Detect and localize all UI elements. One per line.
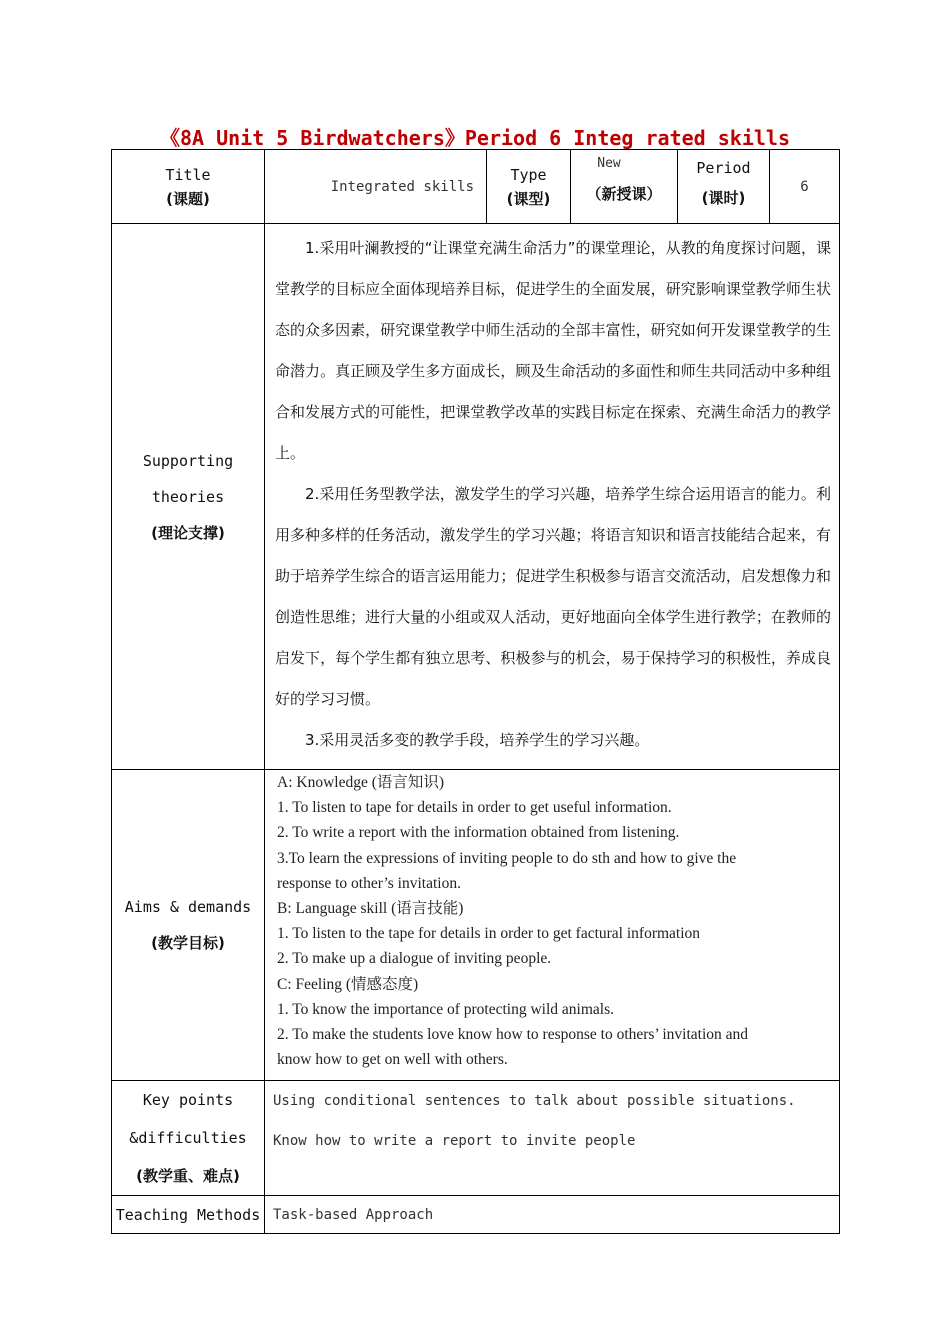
title-value-cell: [265, 150, 487, 224]
aims-line: A: Knowledge (语言知识): [277, 774, 445, 791]
keypoints-line: Using conditional sentences to talk about possible situations.: [273, 1093, 796, 1109]
period-value-cell: [770, 150, 840, 224]
keypoints-row: [112, 1081, 840, 1196]
aims-line: 2. To write a report with the information obtained from listening.: [277, 824, 680, 842]
header-row: [112, 150, 840, 224]
theories-label-zh: (理论支撑): [151, 523, 225, 542]
period-label-cell: [678, 150, 770, 224]
theory-paragraph-1: 1.采用叶澜教授的“让课堂充满生命活力”的课堂理论，从教的角度探讨问题，课堂教学的目标应全面体现培养目标，促进学生的全面发展，研究影响课堂教学师生状态的众多因素，研究课堂教学中师生活动的全部丰富性，研究如何开发课堂教学的生命潜力。真正顾及学生多方面成长，顾及生命活动的多面性和师生共同活动中多种组合和发展方式的可能性，把课堂教学改革的实践目标定在探索、充满生命活力的教学上。: [275, 239, 831, 462]
keypoints-label-en2: &difficulties: [129, 1129, 247, 1147]
period-label-zh: (课时): [701, 188, 746, 207]
type-label-zh: (课型): [506, 189, 551, 208]
title-label-cell: [112, 150, 265, 224]
theory-paragraph-3: 3.采用灵活多变的教学手段，培养学生的学习兴趣。: [305, 731, 650, 749]
theories-row: [112, 224, 840, 770]
aims-line: 1. To listen to the tape for details in order to get factural information: [277, 925, 701, 943]
theories-label-en1: Supporting: [142, 451, 234, 470]
aims-line: response to other’s invitation.: [277, 874, 461, 892]
aims-label-zh: (教学目标): [151, 934, 225, 952]
aims-label-cell: [112, 770, 265, 1081]
aims-line: 3.To learn the expressions of inviting people to do sth and how to give the: [277, 849, 737, 867]
methods-content: [265, 1196, 840, 1234]
methods-label: Teaching Methods: [115, 1205, 261, 1224]
theories-content: [265, 224, 840, 770]
methods-row: [112, 1196, 840, 1234]
theories-label-cell: [112, 224, 265, 770]
theory-paragraph-2: 2.采用任务型教学法，激发学生的学习兴趣，培养学生综合运用语言的能力。利用多种多样的任务活动，激发学生的学习兴趣；将语言知识和语言技能结合起来，有助于培养学生综合的语言运用能力；促进学生积极参与语言交流活动，启发想像力和创造性思维；进行大量的小组或双人活动，更好地面向全体学生进行教学；在教师的启发下，每个学生都有独立思考、积极参与的机会，易于保持学习的积极性，养成良好的学习习惯。: [275, 485, 831, 708]
type-label-en: Type: [510, 165, 547, 184]
aims-row: [112, 770, 840, 1081]
keypoints-line: Know how to write a report to invite people: [273, 1133, 636, 1149]
lesson-plan-table: [111, 149, 840, 1234]
keypoints-label-en1: Key points: [142, 1091, 234, 1109]
title-value: Integrated skills: [330, 178, 474, 195]
document-title: 《8A Unit 5 Birdwatchers》Period 6 Integ rated skills: [159, 126, 790, 150]
aims-line: B: Language skill (语言技能): [277, 900, 464, 918]
period-value: 6: [800, 178, 809, 195]
title-label-en: Title: [165, 165, 211, 184]
theories-label-en2: theories: [151, 487, 225, 506]
title-label-zh: (课题): [166, 189, 210, 208]
aims-line: 1. To listen to tape for details in order to get useful information.: [277, 799, 672, 817]
methods-value: Task-based Approach: [273, 1206, 434, 1223]
type-label-cell: [487, 150, 571, 224]
keypoints-content: [265, 1081, 840, 1196]
methods-label-cell: [112, 1196, 265, 1234]
keypoints-label-zh: (教学重、难点): [136, 1167, 240, 1185]
type-value-zh: （新授课）: [586, 184, 662, 203]
type-value-cell: [571, 150, 678, 224]
period-label-en: Period: [696, 158, 751, 177]
aims-line: know how to get on well with others.: [277, 1051, 508, 1069]
type-value-en: New: [597, 155, 621, 171]
aims-line: 2. To make the students love know how to response to others’ invitation and: [277, 1026, 749, 1044]
keypoints-label-cell: [112, 1081, 265, 1196]
aims-line: C: Feeling (情感态度): [277, 975, 419, 993]
aims-content: [265, 770, 840, 1081]
aims-label-en: Aims & demands: [124, 898, 252, 916]
aims-line: 1. To know the importance of protecting wild animals.: [277, 1000, 614, 1018]
aims-line: 2. To make up a dialogue of inviting people.: [277, 950, 552, 968]
